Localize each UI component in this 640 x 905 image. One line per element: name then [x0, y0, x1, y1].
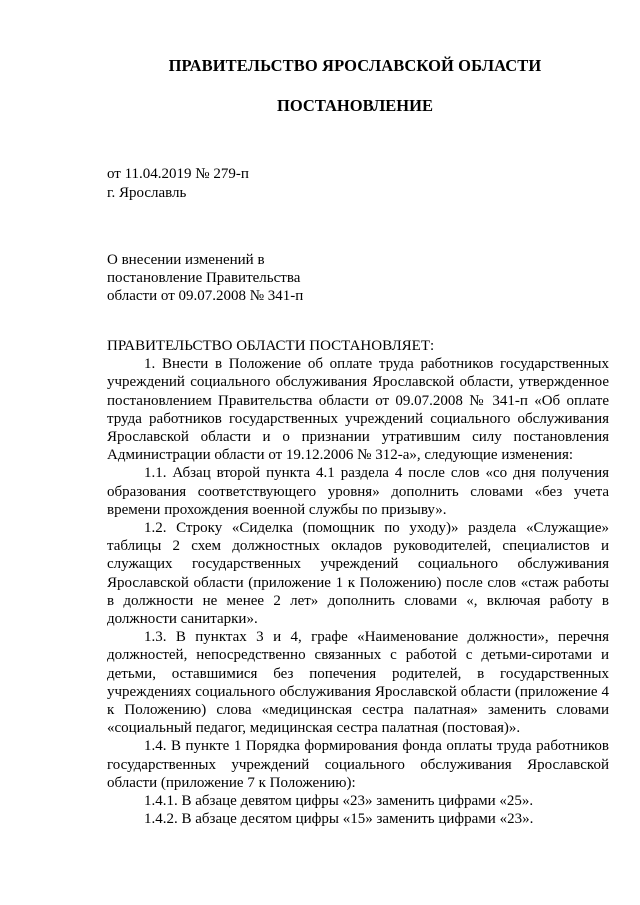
subject-line: области от 09.07.2008 № 341-п	[107, 288, 304, 304]
paragraph-1-4-1: 1.4.1. В абзаце девятом цифры «23» заменить цифрами «25».	[144, 793, 534, 810]
subject-line: постановление Правительства	[107, 270, 301, 286]
document-body	[107, 337, 609, 828]
paragraph-1-4-2: 1.4.2. В абзаце десятом цифры «15» заменить цифрами «23».	[144, 811, 534, 828]
paragraph-1-4: 1.4. В пункте 1 Порядка формирования фонда оплаты труда работников государственных учреждений социального обслуживания Ярославской области (приложение 7 к Положению):	[107, 738, 609, 791]
document-subject	[107, 251, 303, 305]
date-number: от 11.04.2019 № 279-п	[107, 166, 249, 182]
document-meta	[107, 165, 249, 203]
paragraph-1-2: 1.2. Строку «Сиделка (помощник по уходу)» раздела «Служащие» таблицы 2 схем должностных окладов руководителей, специалистов и служащих государственных учреждений социального обслуживания Ярославской области (приложение 1 к Положению) после слов «стаж работы в должности не менее 2 лет» дополнить словами «, включая работу в должности санитарки».	[107, 520, 609, 628]
paragraph-1-3: 1.3. В пунктах 3 и 4, графе «Наименование должности», перечня должностей, непосредственно связанных с работой с детьми-сиротами и детьми, оставшимися без попечения родителей, в государственных учреждениях социального обслуживания Ярославской области (приложение 4 к Положению) слова «медицинская сестра палатная» заменить словами «социальный педагог, медицинская сестра палатная (постовая)».	[107, 629, 609, 737]
document-type-title: ПОСТАНОВЛЕНИЕ	[277, 96, 433, 115]
city: г. Ярославль	[107, 185, 187, 201]
paragraph-1-1: 1.1. Абзац второй пункта 4.1 раздела 4 после слов «со дня получения образования соответствующего уровня» дополнить словами «без учета времени прохождения военной службы по призыву».	[107, 465, 609, 518]
government-title: ПРАВИТЕЛЬСТВО ЯРОСЛАВСКОЙ ОБЛАСТИ	[168, 56, 542, 75]
subject-line: О внесении изменений в	[107, 252, 265, 268]
paragraph-1: 1. Внести в Положение об оплате труда работников государственных учреждений социального обслуживания Ярославской области, утвержденное постановлением Правительства области от 09.07.2008 № 341-п «Об оплате труда работников государственных учреждений социального обслуживания Ярославской области и о признании утратившим силу постановления Администрации области от 19.12.2006 № 312-а», следующие изменения:	[107, 356, 609, 464]
resolution-lead: ПРАВИТЕЛЬСТВО ОБЛАСТИ ПОСТАНОВЛЯЕТ:	[107, 338, 435, 354]
